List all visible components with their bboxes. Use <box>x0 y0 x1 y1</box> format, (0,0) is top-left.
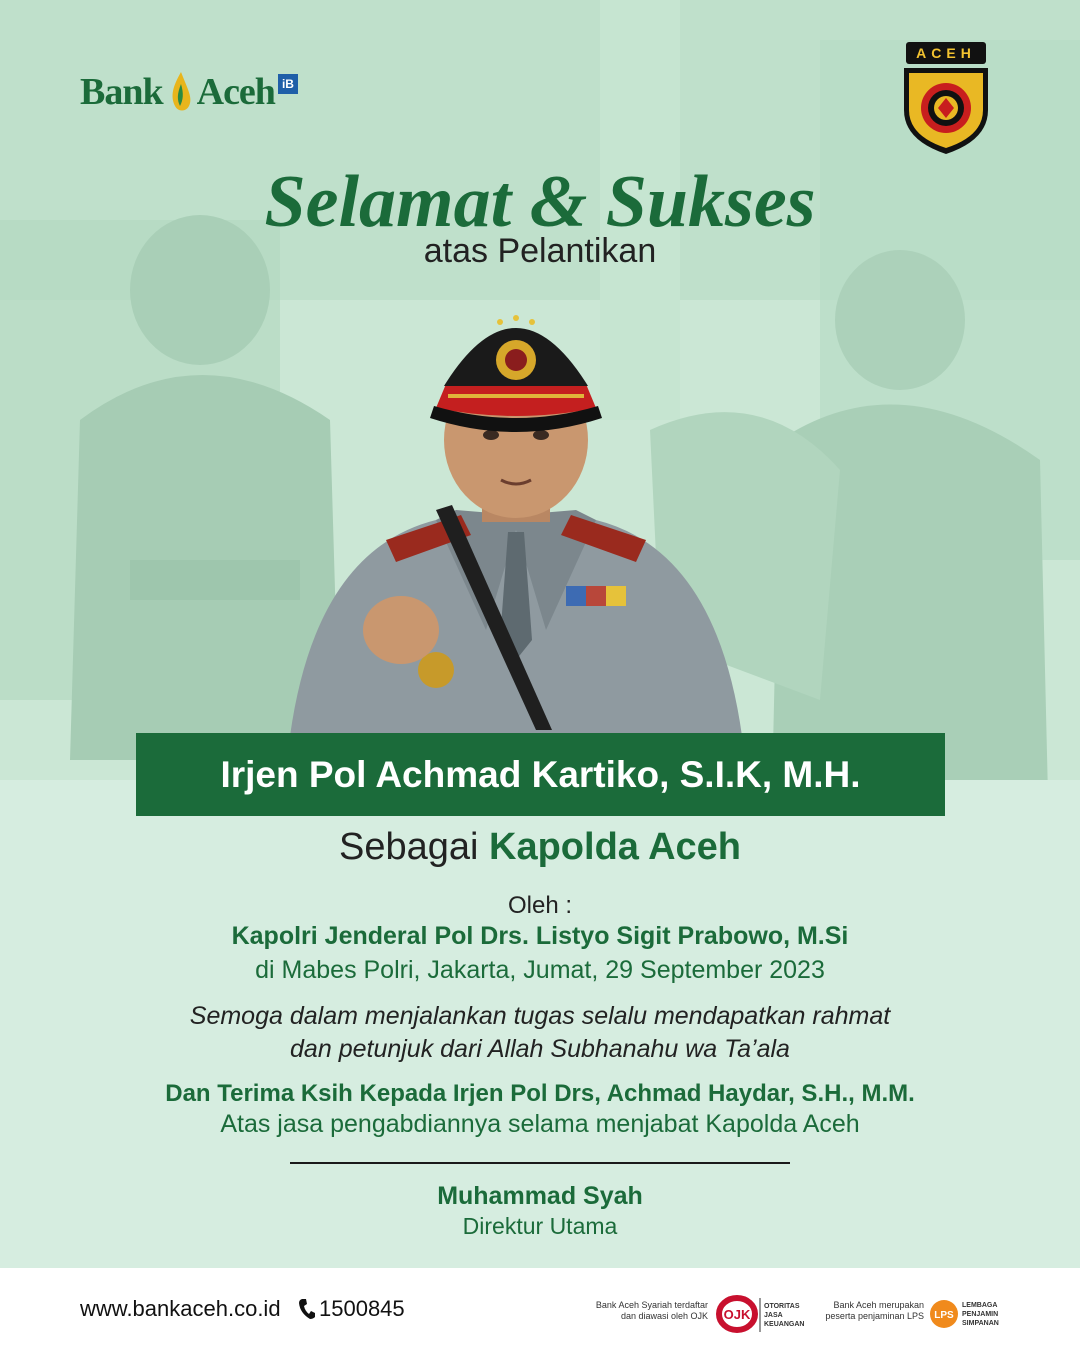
role-prefix: Sebagai <box>338 826 479 868</box>
signer-name: Muhammad Syah <box>437 1182 643 1210</box>
lps-logo <box>928 1292 1012 1336</box>
ojk-name-1: OTORITAS <box>764 1303 800 1310</box>
role-title: Kapolda Aceh <box>489 826 741 868</box>
lps-name-3: SIMPANAN <box>962 1320 999 1327</box>
appointee-name: Irjen Pol Achmad Kartiko, S.I.K, M.H. <box>220 753 861 795</box>
signer-title: Direktur Utama <box>462 1213 618 1239</box>
phone-contact[interactable] <box>298 1296 405 1322</box>
logo-word-bank: Bank <box>80 71 163 113</box>
ojk-name-3: KEUANGAN <box>764 1321 805 1328</box>
inaugurated-by-label: Oleh : <box>507 892 573 919</box>
officer-portrait <box>286 300 746 736</box>
lps-name-1: LEMBAGA <box>962 1302 998 1309</box>
signature-divider <box>290 1162 790 1164</box>
ojk-mark-text: OJK <box>723 1307 751 1322</box>
lps-notice <box>800 1300 924 1322</box>
phone-number: 1500845 <box>319 1296 405 1321</box>
wish-line-2: dan petunjuk dari Allah Subhanahu wa Ta’ala <box>290 1035 790 1063</box>
ib-badge: iB <box>278 74 298 94</box>
ojk-name-2: JASA <box>764 1312 783 1319</box>
lps-mark-text: LPS <box>934 1310 954 1321</box>
emblem-label: ACEH <box>916 45 976 61</box>
appointee-role <box>0 826 1080 869</box>
ojk-note-line-1: Bank Aceh Syariah terdaftar <box>595 1300 708 1310</box>
ojk-logo <box>716 1290 805 1338</box>
polda-aceh-emblem <box>898 40 994 156</box>
phone-icon <box>298 1298 316 1320</box>
headline-subtitle: atas Pelantikan <box>423 232 657 270</box>
thanks-line-1: Dan Terima Ksih Kepada Irjen Pol Drs, Achmad Haydar, S.H., M.M. <box>165 1080 915 1107</box>
website-link[interactable]: www.bankaceh.co.id <box>80 1296 281 1321</box>
lps-note-line-1: Bank Aceh merupakan <box>833 1300 924 1310</box>
inaugurated-by: Kapolri Jenderal Pol Drs. Listyo Sigit Prabowo, M.Si <box>231 922 849 950</box>
lps-note-line-2: peserta penjaminan LPS <box>825 1311 924 1321</box>
inauguration-location-date: di Mabes Polri, Jakarta, Jumat, 29 September 2023 <box>255 956 825 984</box>
wish-line-1: Semoga dalam menjalankan tugas selalu mendapatkan rahmat <box>189 1002 891 1030</box>
appointee-name-banner <box>136 733 945 816</box>
logo-word-aceh: Aceh <box>196 71 275 113</box>
flame-icon <box>166 70 196 114</box>
thanks-line-2: Atas jasa pengabdiannya selama menjabat Kapolda Aceh <box>220 1110 860 1138</box>
headline-title: Selamat & Sukses <box>264 161 816 243</box>
bank-aceh-logo <box>80 62 298 122</box>
lps-name-2: PENJAMIN <box>962 1311 999 1318</box>
wish-text <box>0 1000 1080 1066</box>
ojk-notice <box>560 1300 708 1322</box>
ojk-note-line-2: dan diawasi oleh OJK <box>620 1311 708 1321</box>
